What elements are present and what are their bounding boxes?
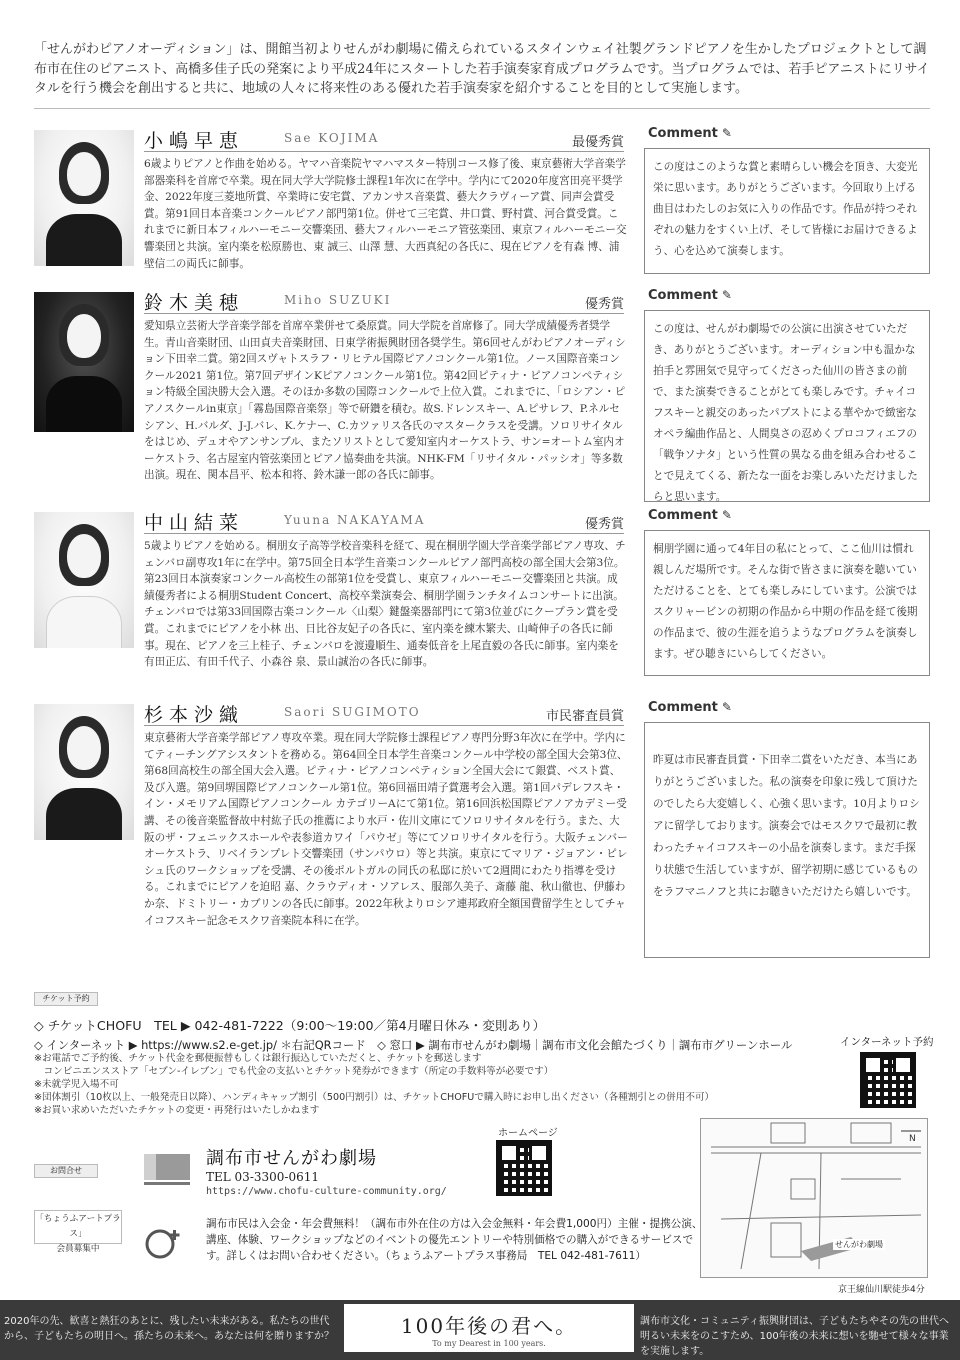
comment-box <box>644 148 930 274</box>
map-caption: 京王線仙川駅徒歩4分 <box>838 1285 925 1295</box>
theater-name: 調布市せんがわ劇場 <box>206 1148 377 1169</box>
comment-heading: Comment ✎ <box>648 700 732 715</box>
artist-name-jp: 小嶋早恵 <box>144 130 245 152</box>
comment-heading: Comment ✎ <box>648 288 732 303</box>
comment-text: 昨夏は市民審査員賞・下田幸二賞をいただき、本当にありがとうございました。私の演奏を印象に残して頂けたのでしたら大変嬉しく、心強く思います。10月よりロシアに留学しております。演奏会ではモスクワで最初に教わったチャイコフスキーの小品を演奏します。まだ手探り状態で生活していますが、留学初期に感じているものをラフマニノフと共にお聴きいただけたら嬉しいです。 <box>653 754 920 898</box>
comment-heading: Comment ✎ <box>648 126 732 141</box>
award-label: 市民審査員賞 <box>545 709 624 724</box>
map-theater-label: せんがわ劇場 <box>835 1240 883 1249</box>
artist-name-jp: 杉本沙織 <box>144 704 245 726</box>
name-row <box>144 508 624 534</box>
theater-url-link[interactable]: https://www.chofu-culture-community.org/ <box>206 1186 447 1197</box>
name-row <box>144 288 624 314</box>
artist-name-en: Yuuna NAKAYAMA <box>284 513 426 527</box>
footer-banner <box>0 1300 960 1360</box>
artist-name-en: Saori SUGIMOTO <box>284 705 421 719</box>
theater-logo <box>140 1148 194 1192</box>
artist-name-en: Sae KOJIMA <box>284 131 380 145</box>
pen-icon: ✎ <box>721 700 732 714</box>
footer-left-text: 2020年の先、歓喜と熱狂のあとに、残したい未来がある。私たちの世代から、子どもたちの明日へ。孫たちの未来へ。あなたは何を贈りますか？ <box>4 1316 334 1342</box>
artist-photo <box>34 292 134 432</box>
internet-qr-code[interactable] <box>860 1052 916 1108</box>
footer-slogan <box>344 1304 634 1352</box>
award-label: 優秀賞 <box>584 517 624 532</box>
comment-text: この度はこのような賞と素晴らしい機会を頂き、大変光栄に思います。ありがとうございます。今回取り上げる曲目はわたしのお気に入りの作品です。作品が持つそれぞれの魅力をすくい上げ、そして皆様にお届けできるよう、心を込めて演奏します。 <box>653 161 918 257</box>
comment-box <box>644 310 930 502</box>
comment-heading: Comment ✎ <box>648 508 732 523</box>
intro-text: 「せんがわピアノオーディション」は、開館当初よりせんがわ劇場に備えられているスタインウェイ社製グランドピアノを生かしたプロジェクトとして調布市在住のピアニスト、高橋多佳子氏の発案により平成24年にスタートした若手演奏家育成プログラムです。当プログラムでは、若手ピアニストにリサイタルを行う機会を創出すると共に、地域の人々に将来性のある優れた若手演奏家を紹介することを目的として実施します。 <box>34 42 930 96</box>
internet-booking-label: インターネット予約 <box>840 1036 934 1048</box>
name-row <box>144 700 624 726</box>
artplus-logo <box>140 1226 186 1266</box>
artplus-label: 「ちょうふアートプラス」 会員募集中 <box>34 1210 122 1244</box>
artplus-description: 調布市民は入会金・年会費無料！（調布市外在住の方は入会金無料・年会費1,000円）主催・提携公演、講座、体験、ワークショップなどのイベントの優先エントリーや特別価格での購入ができるサービスです。詳しくはお問い合わせください。（ちょうふアートプラス事務局 TEL 042-481-7611） <box>206 1218 703 1262</box>
artist-name-jp: 鈴木美穂 <box>144 292 245 314</box>
artist-bio: 東京藝術大学音楽学部ピアノ専攻卒業。現在同大学院修士課程ピアノ専門分野3年次に在学中。学内にてティーチングアシスタントを務める。第64回全日本学生音楽コンクール中学校の部全国大会第3位、第68回高校生の部全国大会入選。ピティナ・ピアノコンペティション全国大会にて銀賞、ベスト賞、及び入選。第9回堺国際ピアノコンクール第1位。第6回福田靖子賞選考会入選。第1回パデレフスキ・イン・メモリアム国際ピアノコンクール カテゴリーAにて第1位。第16回浜松国際ピアノアカデミー受講、その後音楽監督故中村紘子氏の推薦により水戸・佐川文庫にてソロリサイタルを行う。また、大阪のザ・フェニックスホールや表参道カワイ「パウゼ」等にてソロリサイタルを行う。大阪チェンバーオーケストラ、リベイランプレト交響楽団（サンパウロ）等と共演。東京にてマリア・ジョアン・ピレシュ氏のワークショップを受講、その後ポルトガルの同氏の私邸に於いて2週間にわたり指導を受ける。これまでにピアノを迫昭 嘉、クラウディオ・ソアレス、服部久美子、斎藤 龍、秋山徹也、伊藤わか奈、ドミトリー・カブリンの各氏に師事。2022年秋よりロシア連邦政府全額国費留学生としてチャイコフスキー記念モスクワ音楽院本科に在学。 <box>144 732 628 927</box>
artist-name-en: Miho SUZUKI <box>284 293 392 307</box>
award-label: 最優秀賞 <box>571 135 624 150</box>
name-row <box>144 126 624 152</box>
comment-text: 桐朋学園に通って4年目の私にとって、ここ仙川は慣れ親しんだ場所です。そんな街で皆さまに演奏を聴いていただけることを、とても楽しみにしています。公演ではスクリャービンの初期の作品から中期の作品を経て後期の作品まで、彼の生涯を追うようなプログラムを演奏します。ぜひ聴きにいらしてください。 <box>653 543 918 660</box>
award-label: 優秀賞 <box>584 297 624 312</box>
slogan-title: 100年後の君へ。 <box>400 1314 578 1338</box>
divider <box>34 108 930 109</box>
footer-right-text: 調布市文化・コミュニティ振興財団は、子どもたちやその先の世代へ明るい未来をのこすため、100年後の未来に想いを馳せて様々な事業を実施します。 <box>640 1316 949 1357</box>
access-map <box>700 1118 928 1278</box>
artist-bio: 5歳よりピアノを始める。桐朋女子高等学校音楽科を経て、現在桐朋学園大学音楽学部ピアノ専攻、チェンバロ副専攻1年に在学中。第75回全日本学生音楽コンクールピアノ部門高校の部全国大会第3位。第23回日本演奏家コンクール高校生の部第1位を受賞し、東京フィルハーモニー交響楽団と共演。成績優秀者による桐朋Student Concert、高校卒業演奏会、桐朋学園ランチタイムコンサートに出演。チェンバロでは第33回国際古楽コンクール〈山梨〉鍵盤楽器部門にて第3位並びにクープラン賞を受賞。これまでにピアノを小林 出、日比谷友妃子の各氏に、室内楽を練木繁夫、山崎伸子の各氏に師事。現在、ピアノを三上桂子、チェンバロを渡邊順生、通奏低音を上尾直毅の各氏に師事。室内楽を有田正広、有田千代子、小森谷 泉、景山誠治の各氏に師事。 <box>144 540 626 669</box>
pen-icon: ✎ <box>721 508 732 522</box>
inquiry-label: お問合せ <box>34 1164 98 1178</box>
ticket-internet-line[interactable]: ◇ インターネット ▶ https://www.s2.e-get.jp/ ＊右記QRコード ◇ 窓口 ▶ 調布市せんがわ劇場｜調布市文化会館たづくり｜調布市グリーンホール <box>34 1038 793 1052</box>
slogan-subtitle: To my Dearest in 100 years. <box>432 1339 546 1348</box>
map-drawing <box>701 1119 928 1278</box>
artist-photo <box>34 704 134 840</box>
theater-phone: TEL 03-3300-0611 <box>206 1170 320 1184</box>
comment-box <box>644 722 930 958</box>
artist-photo <box>34 512 134 648</box>
svg-text:N: N <box>909 1134 916 1144</box>
artist-name-jp: 中山結菜 <box>144 512 245 534</box>
artist-bio: 6歳よりピアノと作曲を始める。ヤマハ音楽院ヤマハマスター特別コース修了後、東京藝術大学音楽学部器楽科を首席で卒業。現在同大学大学院修士課程1年次に在学中。学内にて2020年度宮田亮平奨学金、2022年度三菱地所賞、卒業時に安宅賞、アカンサス音楽賞、藝大クラヴィーア賞、同声会賞受賞。第91回日本音楽コンクールピアノ部門第1位。併せて三宅賞、井口賞、野村賞、河合賞受賞。これまでに新日本フィルハーモニー交響楽団、藝大フィルハーモニア管弦楽団、東京フィルハーモニー交響楽団と共演。室内楽を松原勝也、東 誠三、山澤 慧、大西真紀の各氏に、現在ピアノを有森 博、浦壁信二の両氏に師事。 <box>144 158 627 270</box>
homepage-qr-code[interactable] <box>496 1140 552 1196</box>
ticket-phone-line: ◇ チケットCHOFU TEL ▶ 042-481-7222（9:00〜19:00／第4月曜日休み・変則あり） <box>34 1018 546 1033</box>
artist-photo <box>34 130 134 266</box>
artist-bio: 愛知県立芸術大学音楽学部を首席卒業併せて桑原賞。同大学院を首席修了。同大学成績優秀者奨学生。青山音楽財団、山田貞夫音楽財団、日東学術振興財団各奨学生。第6回せんがわピアノオーディション下田幸二賞。第2回スヴャトスラフ・リヒテル国際ピアノコンクール第1位。ノース国際音楽コンクール2021 第1位。第7回デザインKピアノコンクール第1位。第42回ピティナ・ピアノコンペティション特級全国決勝大会入選。そのほか多数の国際コンクールで上位入賞。これまでに、「ロシアン・ピアノスクールin東京」「霧島国際音楽祭」等で研鑽を積む。故S.ドレンスキー、A.ピサレフ、P.ネルセシアン、H.バルダ、J-J.バレ、K.ケナー、C.カツァリス各氏のマスタークラスを受講。ソロリサイタルをはじめ、デュオやアンサンブル、またソリストとして愛知室内オーケストラ、サン=オートム室内オーケストラ、名古屋室内管弦楽団とピアノ協奏曲を共演。NHK-FM「リサイタル・パッシオ」等多数出演。現在、関本昌平、松本和将、鈴木謙一郎の各氏に師事。 <box>144 320 626 482</box>
pen-icon: ✎ <box>721 126 732 140</box>
ticket-section-label: チケット予約 <box>34 992 98 1006</box>
comment-box <box>644 530 930 676</box>
pen-icon: ✎ <box>721 288 732 302</box>
comment-text: この度は、せんがわ劇場での公演に出演させていただき、ありがとうございます。オーディション中も温かな拍手と雰囲気で見守ってくださった仙川の皆さまの前で、また演奏できることがとても楽しみです。チャイコフスキーと親交のあったパプストによる華やかで緻密なオペラ編曲作品と、人間臭さの忍めくプロコフィエフの「戦争ソナタ」という性質の異なる曲を組み合わせることで見えてくる、新たな一面をお楽しみいただけましたらと思います。 <box>653 323 918 503</box>
homepage-label: ホームページ <box>498 1128 558 1139</box>
